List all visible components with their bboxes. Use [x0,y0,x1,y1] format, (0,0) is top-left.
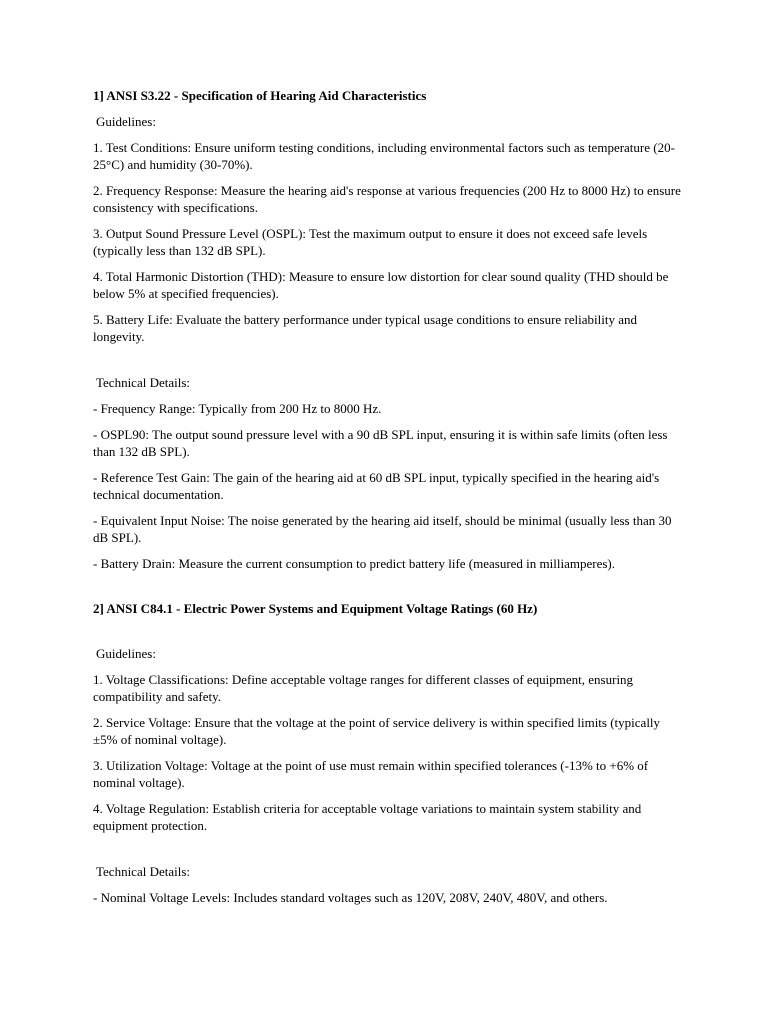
section2-title: 2] ANSI C84.1 - Electric Power Systems and Equipment Voltage Ratings (60 Hz) [93,601,538,616]
section2-technical-label: Technical Details: [96,864,191,879]
section2-guideline-3: 3. Utilization Voltage: Voltage at the point of use must remain within specified tolerances (-13% to +6% of nominal voltage). [93,758,649,790]
section1-title: 1] ANSI S3.22 - Specification of Hearing Aid Characteristics [93,88,427,103]
section2-guideline-4: 4. Voltage Regulation: Establish criteria for acceptable voltage variations to maintain system stability and equipment protection. [93,801,642,833]
section1-guideline-1: 1. Test Conditions: Ensure uniform testing conditions, including environmental factors such as temperature (20-25°C) and humidity (30-70%). [93,140,675,172]
section1-technical-label: Technical Details: [96,375,191,390]
section1-guideline-2: 2. Frequency Response: Measure the hearing aid's response at various frequencies (200 Hz to 8000 Hz) to ensure consistency with specifications. [93,183,681,215]
document-page [93,87,683,906]
section1-technical-1: - Frequency Range: Typically from 200 Hz to 8000 Hz. [93,401,382,416]
section2-guidelines-label: Guidelines: [96,646,156,661]
section1-technical-2: - OSPL90: The output sound pressure level with a 90 dB SPL input, ensuring it is within safe limits (often less than 132 dB SPL). [93,427,668,459]
section2-guideline-2: 2. Service Voltage: Ensure that the voltage at the point of service delivery is within specified limits (typically ±5% of nominal voltage). [93,715,661,747]
section1-technical-4: - Equivalent Input Noise: The noise generated by the hearing aid itself, should be minimal (usually less than 30 dB SPL). [93,513,672,545]
section1-technical-3: - Reference Test Gain: The gain of the hearing aid at 60 dB SPL input, typically specified in the hearing aid's technical documentation. [93,470,660,502]
section2-technical-1: - Nominal Voltage Levels: Includes standard voltages such as 120V, 208V, 240V, 480V, and others. [93,890,608,905]
section1-guideline-3: 3. Output Sound Pressure Level (OSPL): Test the maximum output to ensure it does not exceed safe levels (typically less than 132 dB SPL). [93,226,648,258]
section1-technical-5: - Battery Drain: Measure the current consumption to predict battery life (measured in milliamperes). [93,556,615,571]
section1-guideline-5: 5. Battery Life: Evaluate the battery performance under typical usage conditions to ensure reliability and longevity. [93,312,637,344]
section1-guidelines-label: Guidelines: [96,114,156,129]
section1-guideline-4: 4. Total Harmonic Distortion (THD): Measure to ensure low distortion for clear sound quality (THD should be below 5% at specified frequencies). [93,269,669,301]
section2-guideline-1: 1. Voltage Classifications: Define acceptable voltage ranges for different classes of equipment, ensuring compatibility and safety. [93,672,634,704]
